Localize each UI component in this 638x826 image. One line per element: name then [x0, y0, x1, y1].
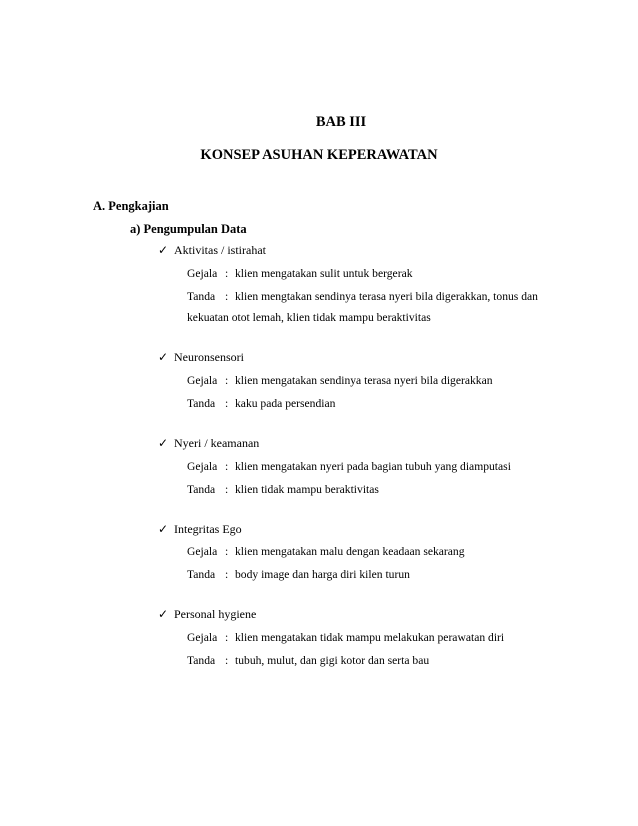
tanda-label: Tanda — [187, 290, 216, 303]
gejala-line — [187, 460, 511, 473]
gejala-label: Gejala — [187, 460, 218, 473]
checklist-item-title: Aktivitas / istirahat — [174, 243, 266, 257]
gejala-text: klien mengatakan malu dengan keadaan sekarang — [235, 545, 465, 558]
checklist-item-title: Integritas Ego — [174, 522, 242, 536]
tanda-line — [187, 483, 379, 496]
check-icon: ✓ — [158, 350, 169, 364]
tanda-text: klien tidak mampu beraktivitas — [235, 483, 379, 496]
checklist-item — [158, 350, 244, 365]
gejala-line — [187, 545, 465, 558]
gejala-label: Gejala — [187, 267, 218, 280]
colon: : — [225, 267, 229, 280]
tanda-text: tubuh, mulut, dan gigi kotor dan serta bau — [235, 654, 430, 667]
colon: : — [225, 654, 229, 667]
tanda-text: body image dan harga diri kilen turun — [235, 568, 410, 581]
check-icon: ✓ — [158, 436, 169, 450]
gejala-label: Gejala — [187, 374, 218, 387]
checklist-item — [158, 243, 266, 258]
gejala-text: klien mengatakan nyeri pada bagian tubuh yang diamputasi — [235, 460, 511, 473]
tanda-label: Tanda — [187, 397, 216, 410]
gejala-line — [187, 631, 504, 644]
gejala-text: klien mengatakan sendinya terasa nyeri bila digerakkan — [235, 374, 493, 387]
chapter-number: BAB III — [315, 114, 367, 130]
checklist-item — [158, 522, 242, 537]
tanda-line — [187, 568, 410, 581]
chapter-title: KONSEP ASUHAN KEPERAWATAN — [200, 147, 438, 163]
checklist-item-title: Neuronsensori — [174, 350, 244, 364]
checklist-item-title: Personal hygiene — [174, 607, 257, 621]
checklist-item — [158, 436, 259, 451]
check-icon: ✓ — [158, 243, 169, 257]
tanda-label: Tanda — [187, 654, 216, 667]
tanda-line — [187, 654, 429, 667]
tanda-line — [187, 397, 335, 410]
tanda-label: Tanda — [187, 483, 216, 496]
subsection-heading: a) Pengumpulan Data — [130, 222, 247, 236]
checklist-item-title: Nyeri / keamanan — [174, 436, 260, 450]
checklist-item — [158, 607, 256, 622]
gejala-label: Gejala — [187, 631, 218, 644]
tanda-label: Tanda — [187, 568, 216, 581]
gejala-label: Gejala — [187, 545, 218, 558]
tanda-continuation: kekuatan otot lemah, klien tidak mampu beraktivitas — [187, 311, 431, 324]
colon: : — [225, 631, 229, 644]
colon: : — [225, 460, 229, 473]
gejala-text: klien mengatakan sulit untuk bergerak — [235, 267, 413, 280]
check-icon: ✓ — [158, 522, 169, 536]
colon: : — [225, 290, 229, 303]
gejala-line — [187, 374, 493, 387]
check-icon: ✓ — [158, 607, 169, 621]
colon: : — [225, 545, 229, 558]
colon: : — [225, 397, 229, 410]
tanda-line — [187, 290, 538, 303]
gejala-text: klien mengatakan tidak mampu melakukan perawatan diri — [235, 631, 505, 644]
colon: : — [225, 568, 229, 581]
gejala-line — [187, 267, 413, 280]
section-heading: A. Pengkajian — [93, 199, 169, 213]
tanda-text: klien mengtakan sendinya terasa nyeri bila digerakkan, tonus dan — [235, 290, 538, 303]
colon: : — [225, 374, 229, 387]
tanda-text: kaku pada persendian — [235, 397, 336, 410]
colon: : — [225, 483, 229, 496]
